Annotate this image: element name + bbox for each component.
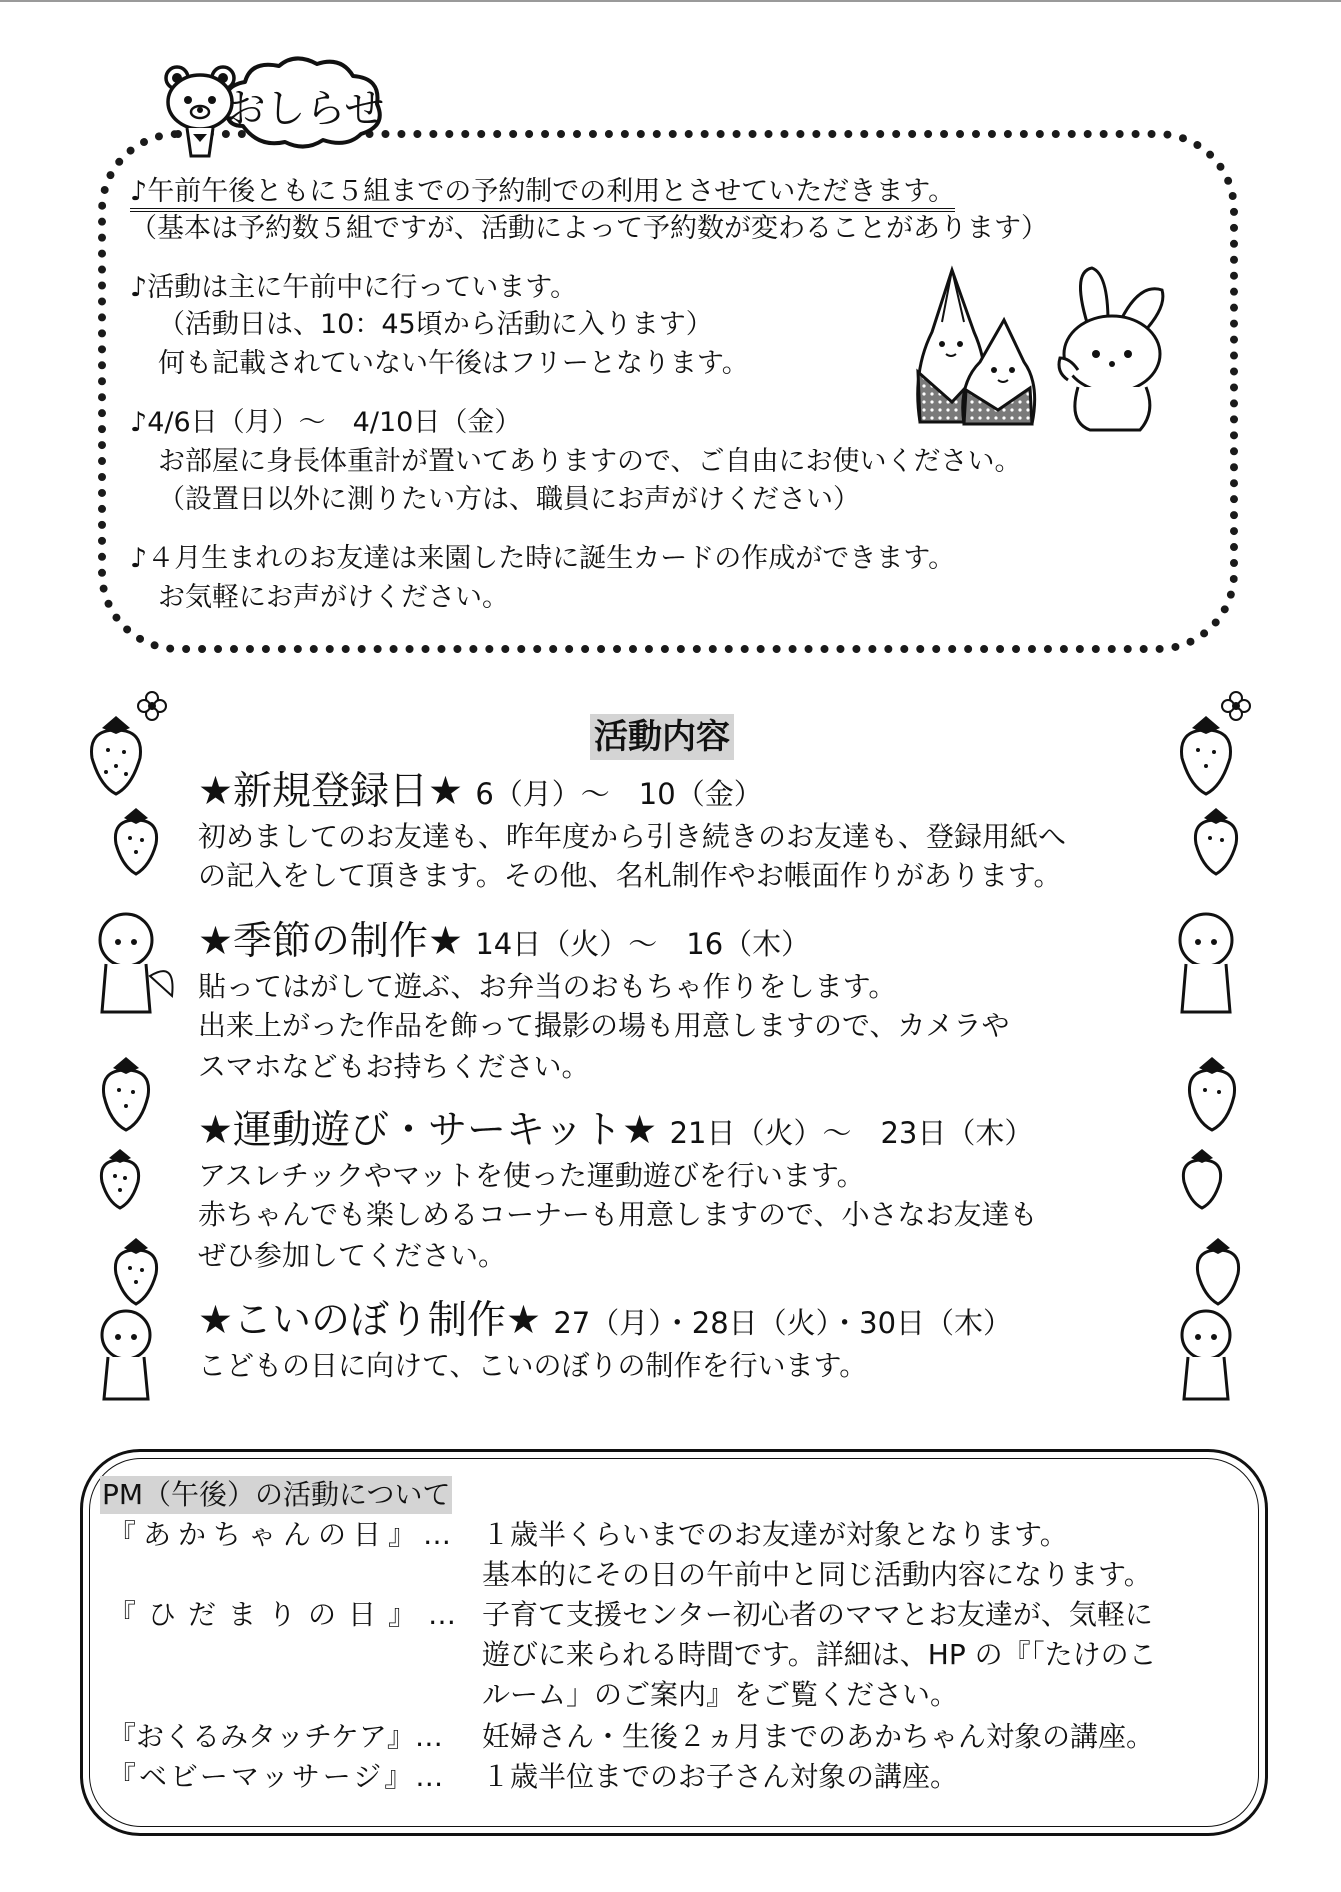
- notice-item-1-main: ♪午前午後ともに５組までの予約制での利用とさせていただきます。: [130, 176, 955, 212]
- top-border-line: [0, 0, 1341, 2]
- activity-2-line-2: 出来上がった作品を飾って撮影の場も用意しますので、カメラや: [198, 1009, 1010, 1042]
- activity-1-dates: 6（月）～ 10（金）: [475, 777, 763, 811]
- fairy-icon: [1182, 1311, 1230, 1399]
- pm-row-2-line-3: ルーム」のご案内』をご覧ください。: [482, 1678, 959, 1711]
- pm-row-3-line-1: 妊婦さん・生後２ヵ月までのあかちゃん対象の講座。: [482, 1720, 1155, 1753]
- strawberry-icon: [1189, 1057, 1234, 1130]
- strawberry-icon: [1197, 1238, 1238, 1304]
- activity-3-line-1: アスレチックやマットを使った運動遊びを行います。: [198, 1159, 865, 1192]
- activity-4-header: [198, 1297, 1012, 1347]
- activity-3-line-2: 赤ちゃんでも楽しめるコーナーも用意しますので、小さなお友達も: [198, 1198, 1038, 1231]
- activity-1-header: [198, 768, 763, 818]
- activity-2-line-1: 貼ってはがして遊ぶ、お弁当のおもちゃ作りをします。: [198, 970, 897, 1003]
- strawberry-border-left: [86, 690, 176, 1410]
- activity-1-line-1: 初めましてのお友達も、昨年度から引き続きのお友達も、登録用紙へ: [198, 820, 1067, 853]
- pm-row-1-label: 『あかちゃんの日』…: [108, 1518, 459, 1551]
- pm-row-3-label: 『おくるみタッチケア』…: [108, 1720, 443, 1753]
- activity-1-line-2: の記入をして頂きます。その他、名札制作やお帳面作りがあります。: [198, 859, 1062, 892]
- activity-2-header: [198, 918, 810, 968]
- strawberry-icon: [1195, 808, 1236, 874]
- bear-icon: [166, 67, 234, 156]
- strawberry-icon: [92, 716, 141, 794]
- strawberry-icon: [115, 1238, 156, 1304]
- pm-row-1-line-1: １歳半くらいまでのお友達が対象となります。: [482, 1518, 1068, 1551]
- notice-item-4-sub: お気軽にお声がけください。: [158, 582, 509, 613]
- notice-item-3-sub2: （設置日以外に測りたい方は、職員にお声がけください）: [158, 484, 860, 515]
- strawberry-icon: [103, 1057, 148, 1130]
- fairy-icon: [100, 914, 173, 1012]
- rabbit-illustration: [1050, 262, 1175, 437]
- notice-badge: [155, 48, 400, 160]
- pm-row-2-label: 『ひだまりの日』…: [108, 1598, 469, 1631]
- pm-row-4-label: 『ベビーマッサージ』…: [108, 1760, 447, 1793]
- notice-item-1-sub: （基本は予約数５組ですが、活動によって予約数が変わることがあります）: [130, 213, 1048, 244]
- pm-row-4-line-1: １歳半位までのお子さん対象の講座。: [482, 1760, 959, 1793]
- strawberry-icon: [115, 808, 156, 874]
- activities-heading: 活動内容: [590, 714, 734, 760]
- fairy-icon: [102, 1311, 150, 1399]
- notice-item-3-sub1: お部屋に身長体重計が置いてありますので、ご自由にお使いください。: [158, 446, 1022, 477]
- pm-row-2-line-1: 子育て支援センター初心者のママとお友達が、気軽に: [482, 1598, 1153, 1631]
- activity-2-dates: 14日（火）～ 16（木）: [475, 927, 811, 961]
- activity-3-line-3: ぜひ参加してください。: [198, 1239, 507, 1272]
- notice-item-2-sub2: 何も記載されていない午後はフリーとなります。: [158, 348, 749, 379]
- pm-row-2-line-2: 遊びに来られる時間です。詳細は、HP の『「たけのこ: [482, 1638, 1157, 1671]
- notice-item-4-main: ♪４月生まれのお友達は来園した時に誕生カードの作成ができます。: [130, 543, 956, 574]
- activity-3-header: [198, 1107, 1033, 1157]
- strawberry-border-right: [1166, 690, 1256, 1410]
- strawberry-icon: [1182, 716, 1231, 794]
- activity-3-dates: 21日（火）～ 23日（木）: [669, 1116, 1034, 1150]
- notice-item-1: [130, 174, 955, 210]
- notice-item-2-main: ♪活動は主に午前中に行っています。: [130, 272, 578, 303]
- activity-2-title: ★季節の制作★: [198, 919, 463, 964]
- pm-row-1-line-2: 基本的にその日の午前中と同じ活動内容になります。: [482, 1558, 1152, 1591]
- fairy-icon: [1180, 914, 1232, 1012]
- flower-icon: [138, 692, 166, 720]
- pm-heading: PM（午後）の活動について: [100, 1476, 452, 1514]
- notice-item-2-sub1: （活動日は、10：45頃から活動に入ります）: [158, 309, 713, 340]
- bamboo-shoot-illustration: [912, 262, 1042, 432]
- activity-4-title: ★こいのぼり制作★: [198, 1298, 541, 1343]
- activity-2-line-3: スマホなどもお持ちください。: [198, 1050, 590, 1083]
- activity-1-title: ★新規登録日★: [198, 769, 463, 814]
- notice-badge-text: おしらせ: [225, 86, 385, 132]
- activity-3-title: ★運動遊び・サーキット★: [198, 1108, 658, 1153]
- activity-4-line-1: こどもの日に向けて、こいのぼりの制作を行います。: [198, 1349, 868, 1382]
- flower-icon: [1222, 692, 1250, 720]
- strawberry-icon: [1183, 1149, 1220, 1208]
- activity-4-dates: 27（月）・28日（火）・30日（木）: [553, 1306, 1013, 1340]
- notice-item-3-main: ♪4/6日（月）～ 4/10日（金）: [130, 407, 522, 438]
- strawberry-icon: [101, 1149, 138, 1208]
